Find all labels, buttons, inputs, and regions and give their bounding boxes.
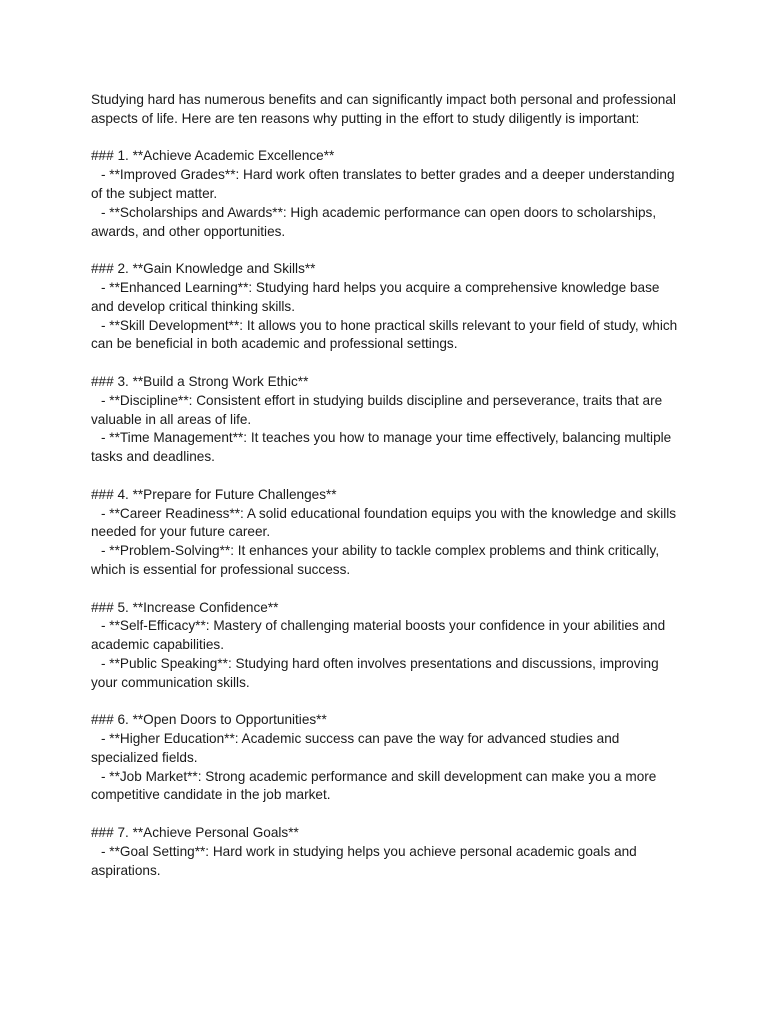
bullet-item: - **Problem-Solving**: It enhances your ability to tackle complex problems and think critically, which is essential for professional success. xyxy=(91,543,660,577)
section-1 xyxy=(91,147,681,241)
bullet-item: - **Scholarships and Awards**: High academic performance can open doors to scholarships, awards, and other opportunities. xyxy=(91,204,657,239)
section-5 xyxy=(91,599,681,693)
document-page xyxy=(91,91,681,899)
section-heading: ### 6. **Open Doors to Opportunities** xyxy=(91,712,327,728)
section-heading: ### 3. **Build a Strong Work Ethic** xyxy=(91,373,309,389)
bullet-item: - **Goal Setting**: Hard work in studying helps you achieve personal academic goals and aspirations. xyxy=(91,843,637,878)
bullet-item: - **Discipline**: Consistent effort in studying builds discipline and perseverance, traits that are valuable in all areas of life. xyxy=(91,392,663,427)
bullet-item: - **Job Market**: Strong academic performance and skill development can make you a more competitive candidate in the job market. xyxy=(91,768,657,803)
bullet-item: - **Enhanced Learning**: Studying hard helps you acquire a comprehensive knowledge base and develop critical thinking skills. xyxy=(91,279,660,314)
bullet-item: - **Higher Education**: Academic success can pave the way for advanced studies and specialized fields. xyxy=(91,731,620,765)
bullet-item: - **Career Readiness**: A solid educational foundation equips you with the knowledge and skills needed for your future career. xyxy=(91,505,677,540)
section-2 xyxy=(91,260,681,354)
section-7 xyxy=(91,824,681,880)
section-heading: ### 5. **Increase Confidence** xyxy=(91,599,279,615)
section-6 xyxy=(91,711,681,805)
bullet-item: - **Self-Efficacy**: Mastery of challenging material boosts your confidence in your abilities and academic capabilities. xyxy=(91,618,666,653)
section-heading: ### 4. **Prepare for Future Challenges** xyxy=(91,486,337,502)
intro-paragraph: Studying hard has numerous benefits and can significantly impact both personal and professional aspects of life. Here are ten reasons why putting in the effort to study diligently is important: xyxy=(91,92,676,126)
section-3 xyxy=(91,373,681,467)
bullet-item: - **Improved Grades**: Hard work often translates to better grades and a deeper understanding of the subject matter. xyxy=(91,167,675,201)
section-4 xyxy=(91,486,681,580)
section-heading: ### 2. **Gain Knowledge and Skills** xyxy=(91,261,316,277)
bullet-item: - **Skill Development**: It allows you to hone practical skills relevant to your field of study, which can be beneficial in both academic and professional settings. xyxy=(91,317,678,352)
bullet-item: - **Time Management**: It teaches you how to manage your time effectively, balancing multiple tasks and deadlines. xyxy=(91,430,672,465)
section-heading: ### 1. **Achieve Academic Excellence** xyxy=(91,148,335,164)
section-heading: ### 7. **Achieve Personal Goals** xyxy=(91,825,299,841)
bullet-item: - **Public Speaking**: Studying hard often involves presentations and discussions, improving your communication skills. xyxy=(91,655,659,690)
